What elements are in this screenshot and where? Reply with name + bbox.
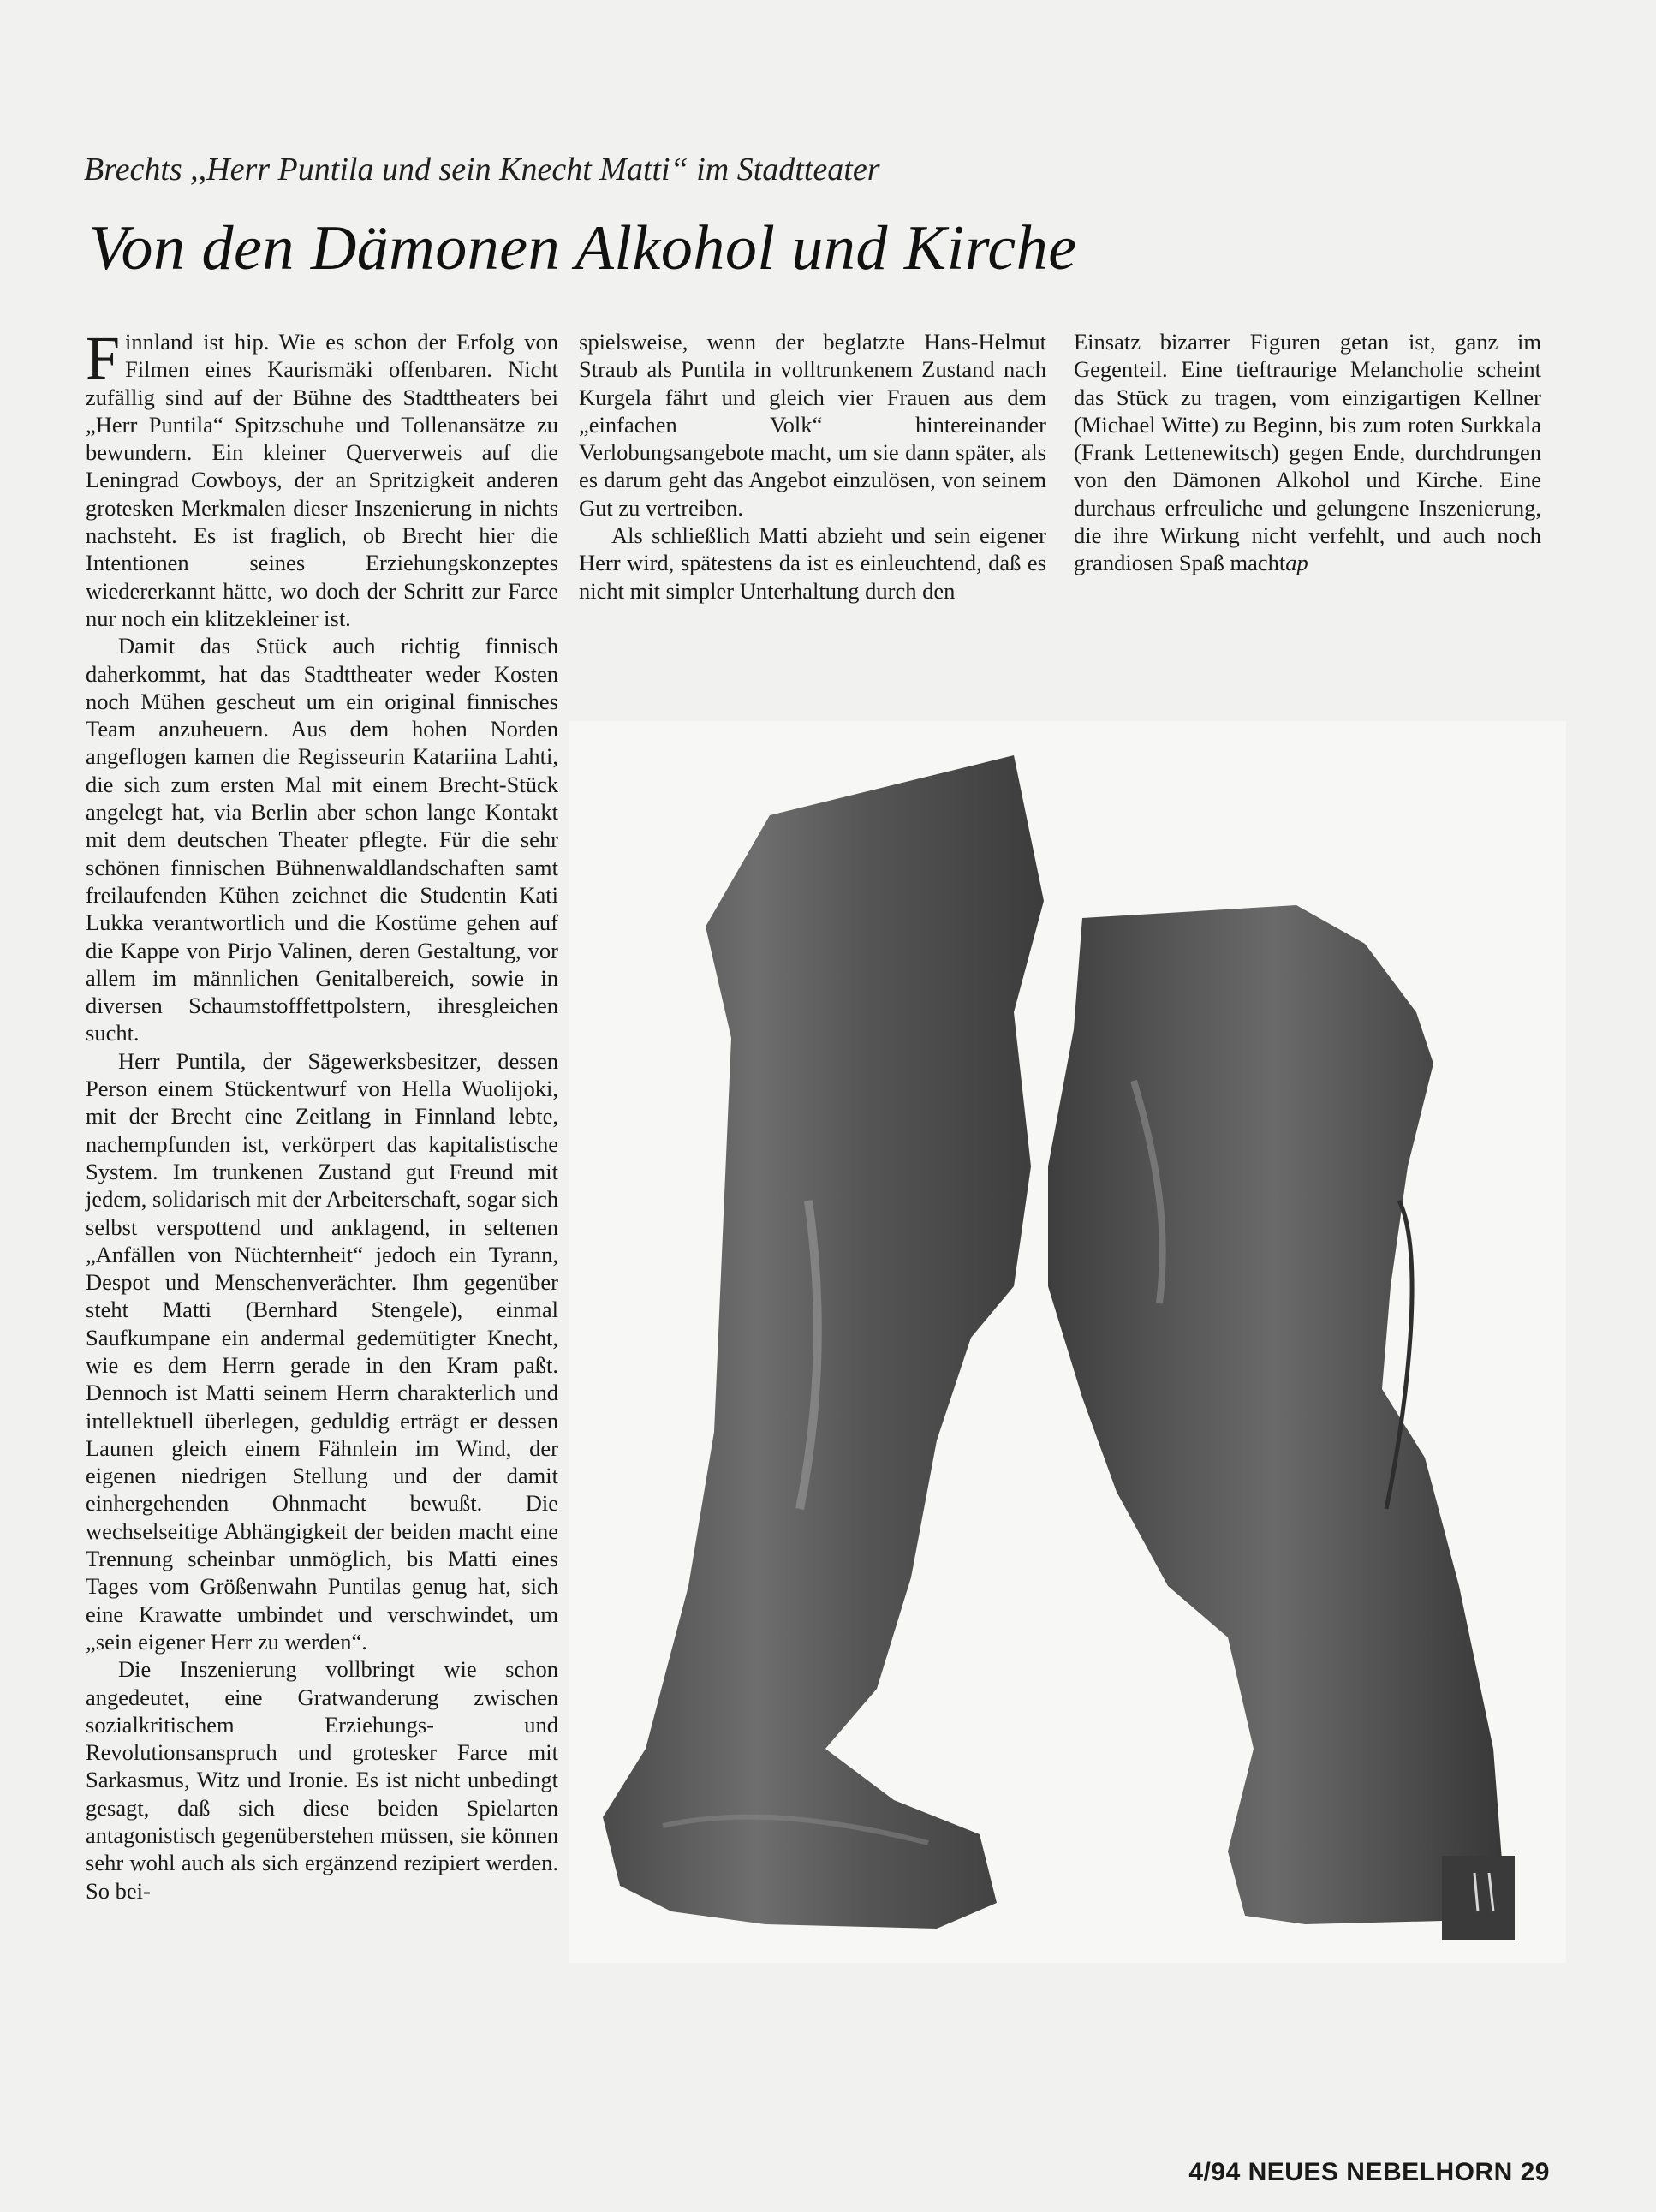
paragraph: Als schließlich Matti abzieht und sein eigener Herr wird, spätestens da ist es einleuchtend, daß es nicht mit simpler Unterhaltung durch den [579,522,1046,604]
right-boot [1048,905,1502,1924]
article-overline: Brechts ,,Herr Puntila und sein Knecht Matti“ im Stadtteater [84,152,880,188]
paragraph: Herr Puntila, der Sägewerksbesitzer, dessen Person einem Stückentwurf von Hella Wuolijoki, mit der Brecht eine Zeitlang in Finnland lebte, nachempfunden ist, verkörpert das kapitalistische System. Im trunkenen Zustand gut Freund mit jedem, solidarisch mit der Arbeiterschaft, sogar sich selbst verspottend und anklagend, in seltenen „Anfällen von Nüchternheit“ jedoch ein Tyrann, Despot und Menschenverächter. Ihm gegenüber steht Matti (Bernhard Stengele), einmal Saufkumpane ein andermal gedemütigter Knecht, wie es dem Herrn gerade in den Kram paßt. Dennoch ist Matti seinem Herrn charakterlich und intellektuell überlegen, geduldig erträgt er dessen Launen gleich einem Fähnlein im Wind, der eigenen niedrigen Stellung und der damit einhergehenden Ohnmacht bewußt. Die wechselseitige Abhängigkeit der beiden macht eine Trennung scheinbar unmöglich, bis Matti eines Tages vom Größenwahn Puntilas genug hat, sich eine Krawatte umbindet und verschwindet, um „sein eigener Herr zu werden“. [86,1047,558,1655]
paragraph-text: innland ist hip. Wie es schon der Erfolg von Filmen eines Kaurismäki offenbaren. Nicht zufällig sind auf der Bühne des Stadttheaters bei „Herr Puntila“ Spitzschuhe und Tollenansätze zu bewundern. Ein kleiner Querverweis auf die Leningrad Cowboys, der an Spritzigkeit anderen grotesken Merkmalen dieser Inszenierung in nichts nachsteht. Es ist fraglich, ob Brecht hier die Intentionen seines Erziehungskonzeptes wiedererkannt hätte, wo doch der Schritt zur Farce nur noch ein klitzekleiner ist. [86,329,558,631]
article-column-2 [579,328,1046,605]
left-boot [603,755,1044,1929]
article-column-1 [86,324,558,1905]
paragraph [86,324,558,632]
drop-cap: F [86,324,121,392]
paragraph: Die Inszenierung vollbringt wie schon angedeutet, eine Gratwanderung zwischen sozialkritischem Erziehungs- und Revolutionsanspruch und grotesker Farce mit Sarkasmus, Witz und Ironie. Es ist nicht unbedingt gesagt, daß sich diese beiden Spielarten antagonistisch gegenüberstehen müssen, sie können sehr wohl auch als sich ergänzend rezipiert werden. So bei- [86,1656,558,1904]
page-footer: 4/94 NEUES NEBELHORN 29 [1188,2158,1550,2186]
photo-credit-mark [1442,1856,1515,1940]
paragraph [1074,328,1541,577]
article-column-3 [1074,328,1541,577]
boots-image [569,721,1566,1963]
article-headline: Von den Dämonen Alkohol und Kirche [89,213,1077,283]
paragraph-text: Einsatz bizarrer Figuren getan ist, ganz im Gegenteil. Eine tieftraurige Melancholie scheint das Stück zu tragen, vom einzigartigen Kellner (Michael Witte) zu Beginn, bis zum roten Surkkala (Frank Lettenewitsch) gegen Ende, durchdrungen von den Dämonen Alkohol und Kirche. Eine durchaus erfreuliche und gelungene Inszenierung, die ihre Wirkung nicht verfehlt, und auch noch grandiosen Spaß macht [1074,329,1541,576]
paragraph: spielsweise, wenn der beglatzte Hans-Helmut Straub als Puntila in volltrunkenem Zustand nach Kurgela fährt und gleich vier Frauen aus dem „einfachen Volk“ hintereinander Verlobungsangebote macht, um sie dann später, als es darum geht das Angebot einzulösen, von seinem Gut zu vertreiben. [579,329,1046,521]
paragraph: Damit das Stück auch richtig finnisch daherkommt, hat das Stadttheater weder Kosten noch Mühen gescheut um ein original finnisches Team anzuheuern. Aus dem hohen Norden angeflogen kamen die Regisseurin Katariina Lahti, die sich zum ersten Mal mit einem Brecht-Stück angelegt hat, via Berlin aber schon lange Kontakt mit dem deutschen Theater pflegte. Für die sehr schönen finnischen Bühnenwaldlandschaften samt freilaufenden Kühen zeichnet die Studentin Kati Lukka verantwortlich und die Kostüme gehen auf die Kappe von Pirjo Valinen, deren Gestaltung, vor allem im männlichen Genitalbereich, sowie in diversen Schaumstofffettpolstern, ihresgleichen sucht. [86,633,558,1046]
boots-photo [569,721,1566,1963]
author-signature: ap [1285,550,1308,576]
